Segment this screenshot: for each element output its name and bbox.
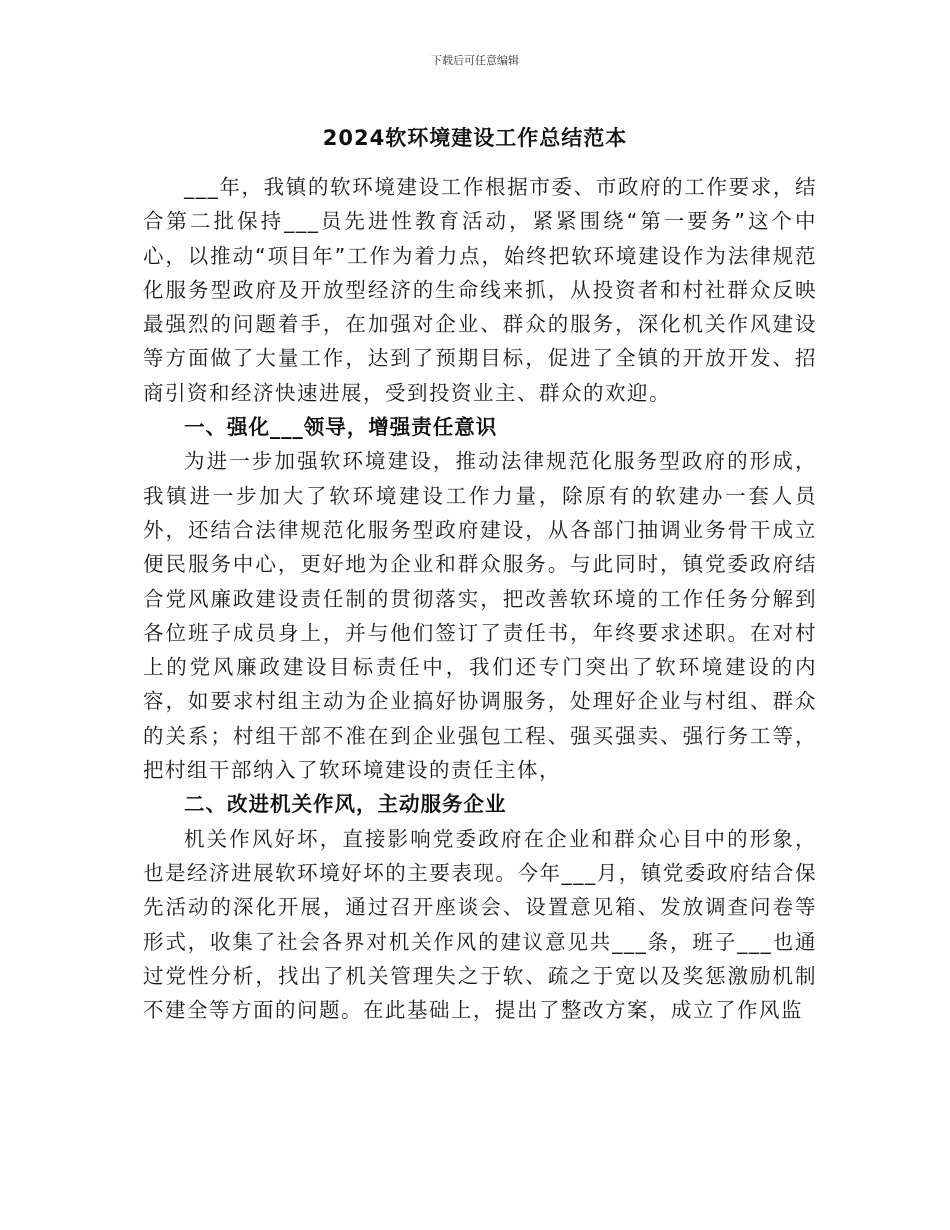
paragraph-section-1: 为进一步加强软环境建设，推动法律规范化服务型政府的形成，我镇进一步加大了软环境建设工作力量，除原有的软建办一套人员外，还结合法律规范化服务型政府建设，从各部门抽调业务骨干成立便民服务中心，更好地为企业和群众服务。与此同时，镇党委政府结合党风廉政建设责任制的贯彻落实，把改善软环境的工作任务分解到各位班子成员身上，并与他们签订了责任书，年终要求述职。在对村上的党风廉政建设目标责任中，我们还专门突出了软环境建设的内容，如要求村组主动为企业搞好协调服务，处理好企业与村组、群众的关系；村组干部不准在到企业强包工程、强买强卖、强行务工等，把村组干部纳入了软环境建设的责任主体，: [143, 449, 817, 783]
section-heading-2: 二、改进机关作风，主动服务企业: [184, 792, 507, 817]
section-heading-1: 一、强化___领导，增强责任意识: [184, 415, 498, 440]
paragraph-section-2: 机关作风好坏，直接影响党委政府在企业和群众心目中的形象，也是经济进展软环境好坏的主要表现。今年___月，镇党委政府结合保先活动的深化开展，通过召开座谈会、设置意见箱、发放调查问卷等形式，收集了社会各界对机关作风的建议意见共___条，班子___也通过党性分析，找出了机关管理失之于软、疏之于宽以及奖惩激励机制不建全等方面的问题。在此基础上，提出了整改方案，成立了作风监: [143, 826, 817, 1023]
document-body: [143, 170, 817, 1027]
header-note: 下载后可任意编辑: [431, 54, 519, 67]
document-title: 2024软环境建设工作总结范本: [322, 126, 628, 150]
paragraph-intro: ___年，我镇的软环境建设工作根据市委、市政府的工作要求，结合第二批保持___员先进性教育活动，紧紧围绕“第一要务”这个中心，以推动“项目年”工作为着力点，始终把软环境建设作为法律规范化服务型政府及开放型经济的生命线来抓，从投资者和村社群众反映最强烈的问题着手，在加强对企业、群众的服务，深化机关作风建设等方面做了大量工作，达到了预期目标，促进了全镇的开放开发、招商引资和经济快速进展，受到投资业主、群众的欢迎。: [143, 175, 817, 405]
